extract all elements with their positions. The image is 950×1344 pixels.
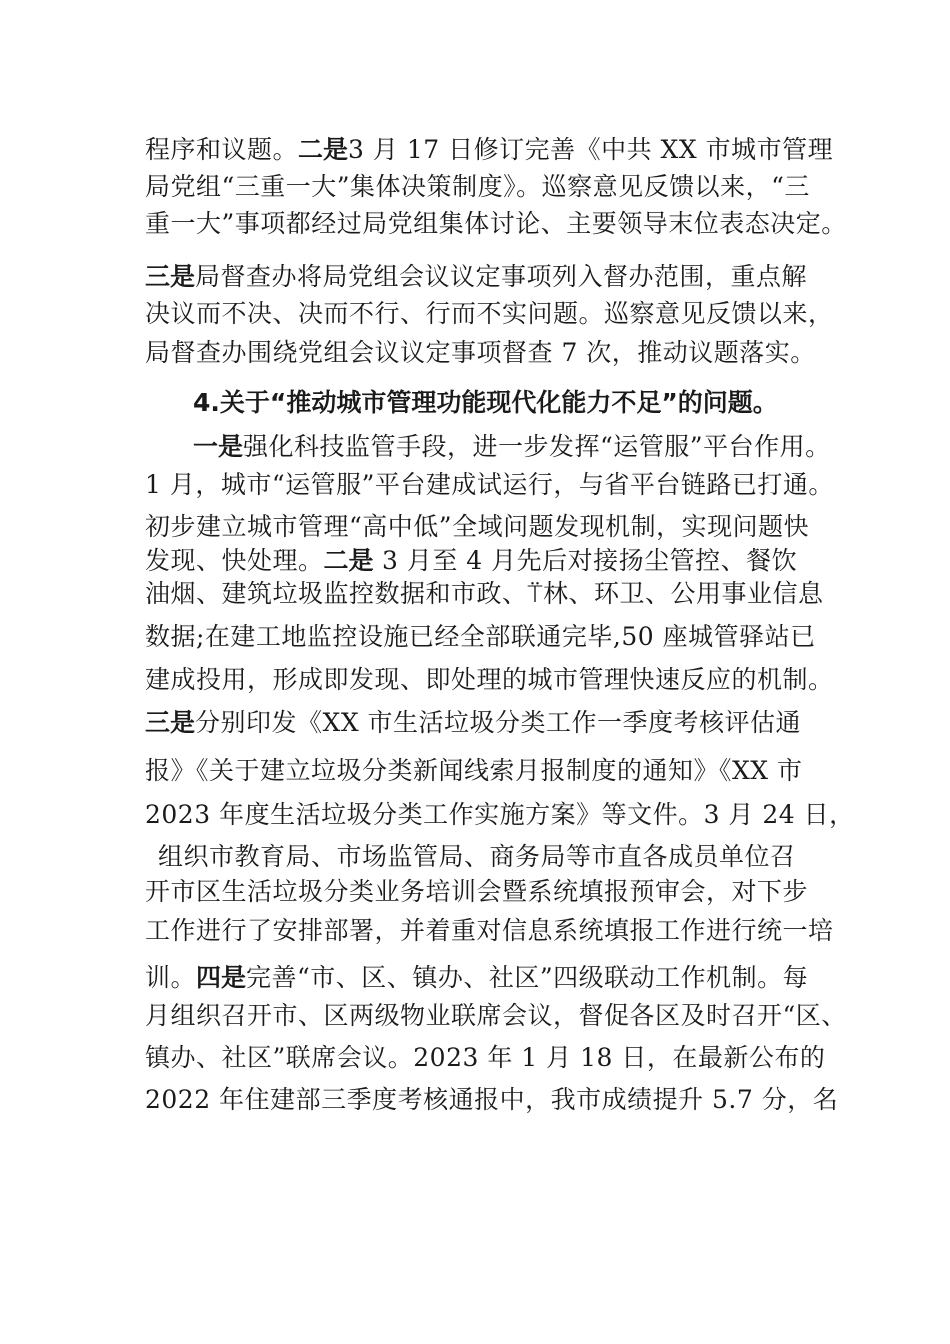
line-text: 局督查办将局党组会议议定事项列入督办范围，重点解 [195, 262, 808, 291]
line-text: 发现、快处理。 [145, 546, 324, 575]
line-text: 局督查办围绕党组会议议定事项督查 7 次，推动议题落实。 [145, 338, 816, 367]
text-line [193, 431, 831, 463]
line-text: 完善“市、区、镇办、社区”四级联动工作机制。每 [246, 963, 809, 992]
line-text: 重一大”事项都经过局党组集体讨论、主要领导末位表态决定。 [145, 209, 847, 238]
keyword-label: 一是 [193, 432, 244, 461]
line-text: 1 月，城市“运管服”平台建成试运行，与省平台链路已打通。 [145, 470, 834, 499]
text-line [145, 545, 797, 577]
line-text: 强化科技监管手段，进一步发挥“运管服”平台作用。 [243, 432, 831, 461]
line-text: 2022 年住建部三季度考核通报中，我市成绩提升 5.7 分，名 [145, 1085, 839, 1114]
text-line [145, 298, 834, 330]
text-line [145, 755, 803, 787]
text-line [145, 261, 807, 293]
text-line [145, 208, 847, 240]
text-line [145, 915, 834, 947]
heading-text: 4.关于“推动城市管理功能现代化能力不足”的问题。 [193, 388, 778, 417]
line-text: 训。 [145, 963, 197, 992]
line-text: 3 月至 4 月先后对接扬尘管控、餐饮 [373, 546, 798, 575]
line-text: 开市区生活垃圾分类业务培训会暨系统填报预审会，对下步 [145, 877, 809, 906]
text-line [145, 707, 801, 739]
line-text: 月组织召开市、区两级物业联席会议，督促各区及时召开“区、 [145, 1001, 847, 1030]
line-text: 2023 年度生活垃圾分类工作实施方案》等文件。3 月 24 日， [145, 800, 855, 829]
keyword-label: 二是 [298, 135, 349, 164]
text-line [145, 337, 816, 369]
keyword-label: 二是 [323, 546, 374, 575]
text-line [145, 664, 834, 696]
line-text: 组织市教育局、市场监管局、商务局等市直各成员单位召 [158, 842, 796, 871]
text-line [145, 1042, 825, 1074]
line-text: 决议而不决、决而不行、行而不实问题。巡察意见反馈以来， [145, 299, 834, 328]
text-line [145, 621, 816, 653]
line-text: 局党组“三重一大”集体决策制度》。巡察意见反馈以来，“三 [145, 172, 810, 201]
line-text: 分别印发《XX 市生活垃圾分类工作一季度考核评估通 [195, 708, 802, 737]
text-line [158, 841, 796, 873]
text-line [145, 578, 824, 610]
text-line [145, 1084, 838, 1116]
text-line [145, 876, 808, 908]
text-line [145, 469, 834, 501]
text-line [145, 511, 809, 543]
line-text: 程序和议题。 [145, 135, 299, 164]
line-text: 工作进行了安排部署，并着重对信息系统填报工作进行统一培 [145, 916, 834, 945]
text-line [145, 171, 810, 203]
keyword-label: 三是 [145, 262, 196, 291]
text-line [145, 134, 833, 166]
line-text: 镇办、社区”联席会议。2023 年 1 月 18 日，在最新公布的 [145, 1043, 826, 1072]
line-text: 报》《关于建立垃圾分类新闻线索月报制度的通知》《XX 市 [145, 756, 803, 785]
keyword-label: 四是 [196, 963, 247, 992]
line-text: 油烟、建筑垃圾监控数据和市政、⍡林、环卫、公用事业信息 [145, 579, 824, 608]
line-text: 3 月 17 日修订完善《中共 XX 市城市管理 [348, 135, 834, 164]
line-text: 数据;在建工地监控设施已经全部联通完毕,50 座城管驿站已 [145, 622, 816, 651]
text-line [145, 962, 808, 994]
text-line [145, 799, 855, 831]
text-line [145, 1000, 847, 1032]
line-text: 初步建立城市管理“高中低”全域问题发现机制，实现问题快 [145, 512, 810, 541]
section-heading [193, 387, 778, 419]
line-text: 建成投用，形成即发现、即处理的城市管理快速反应的机制。 [145, 665, 834, 694]
keyword-label: 三是 [145, 708, 196, 737]
